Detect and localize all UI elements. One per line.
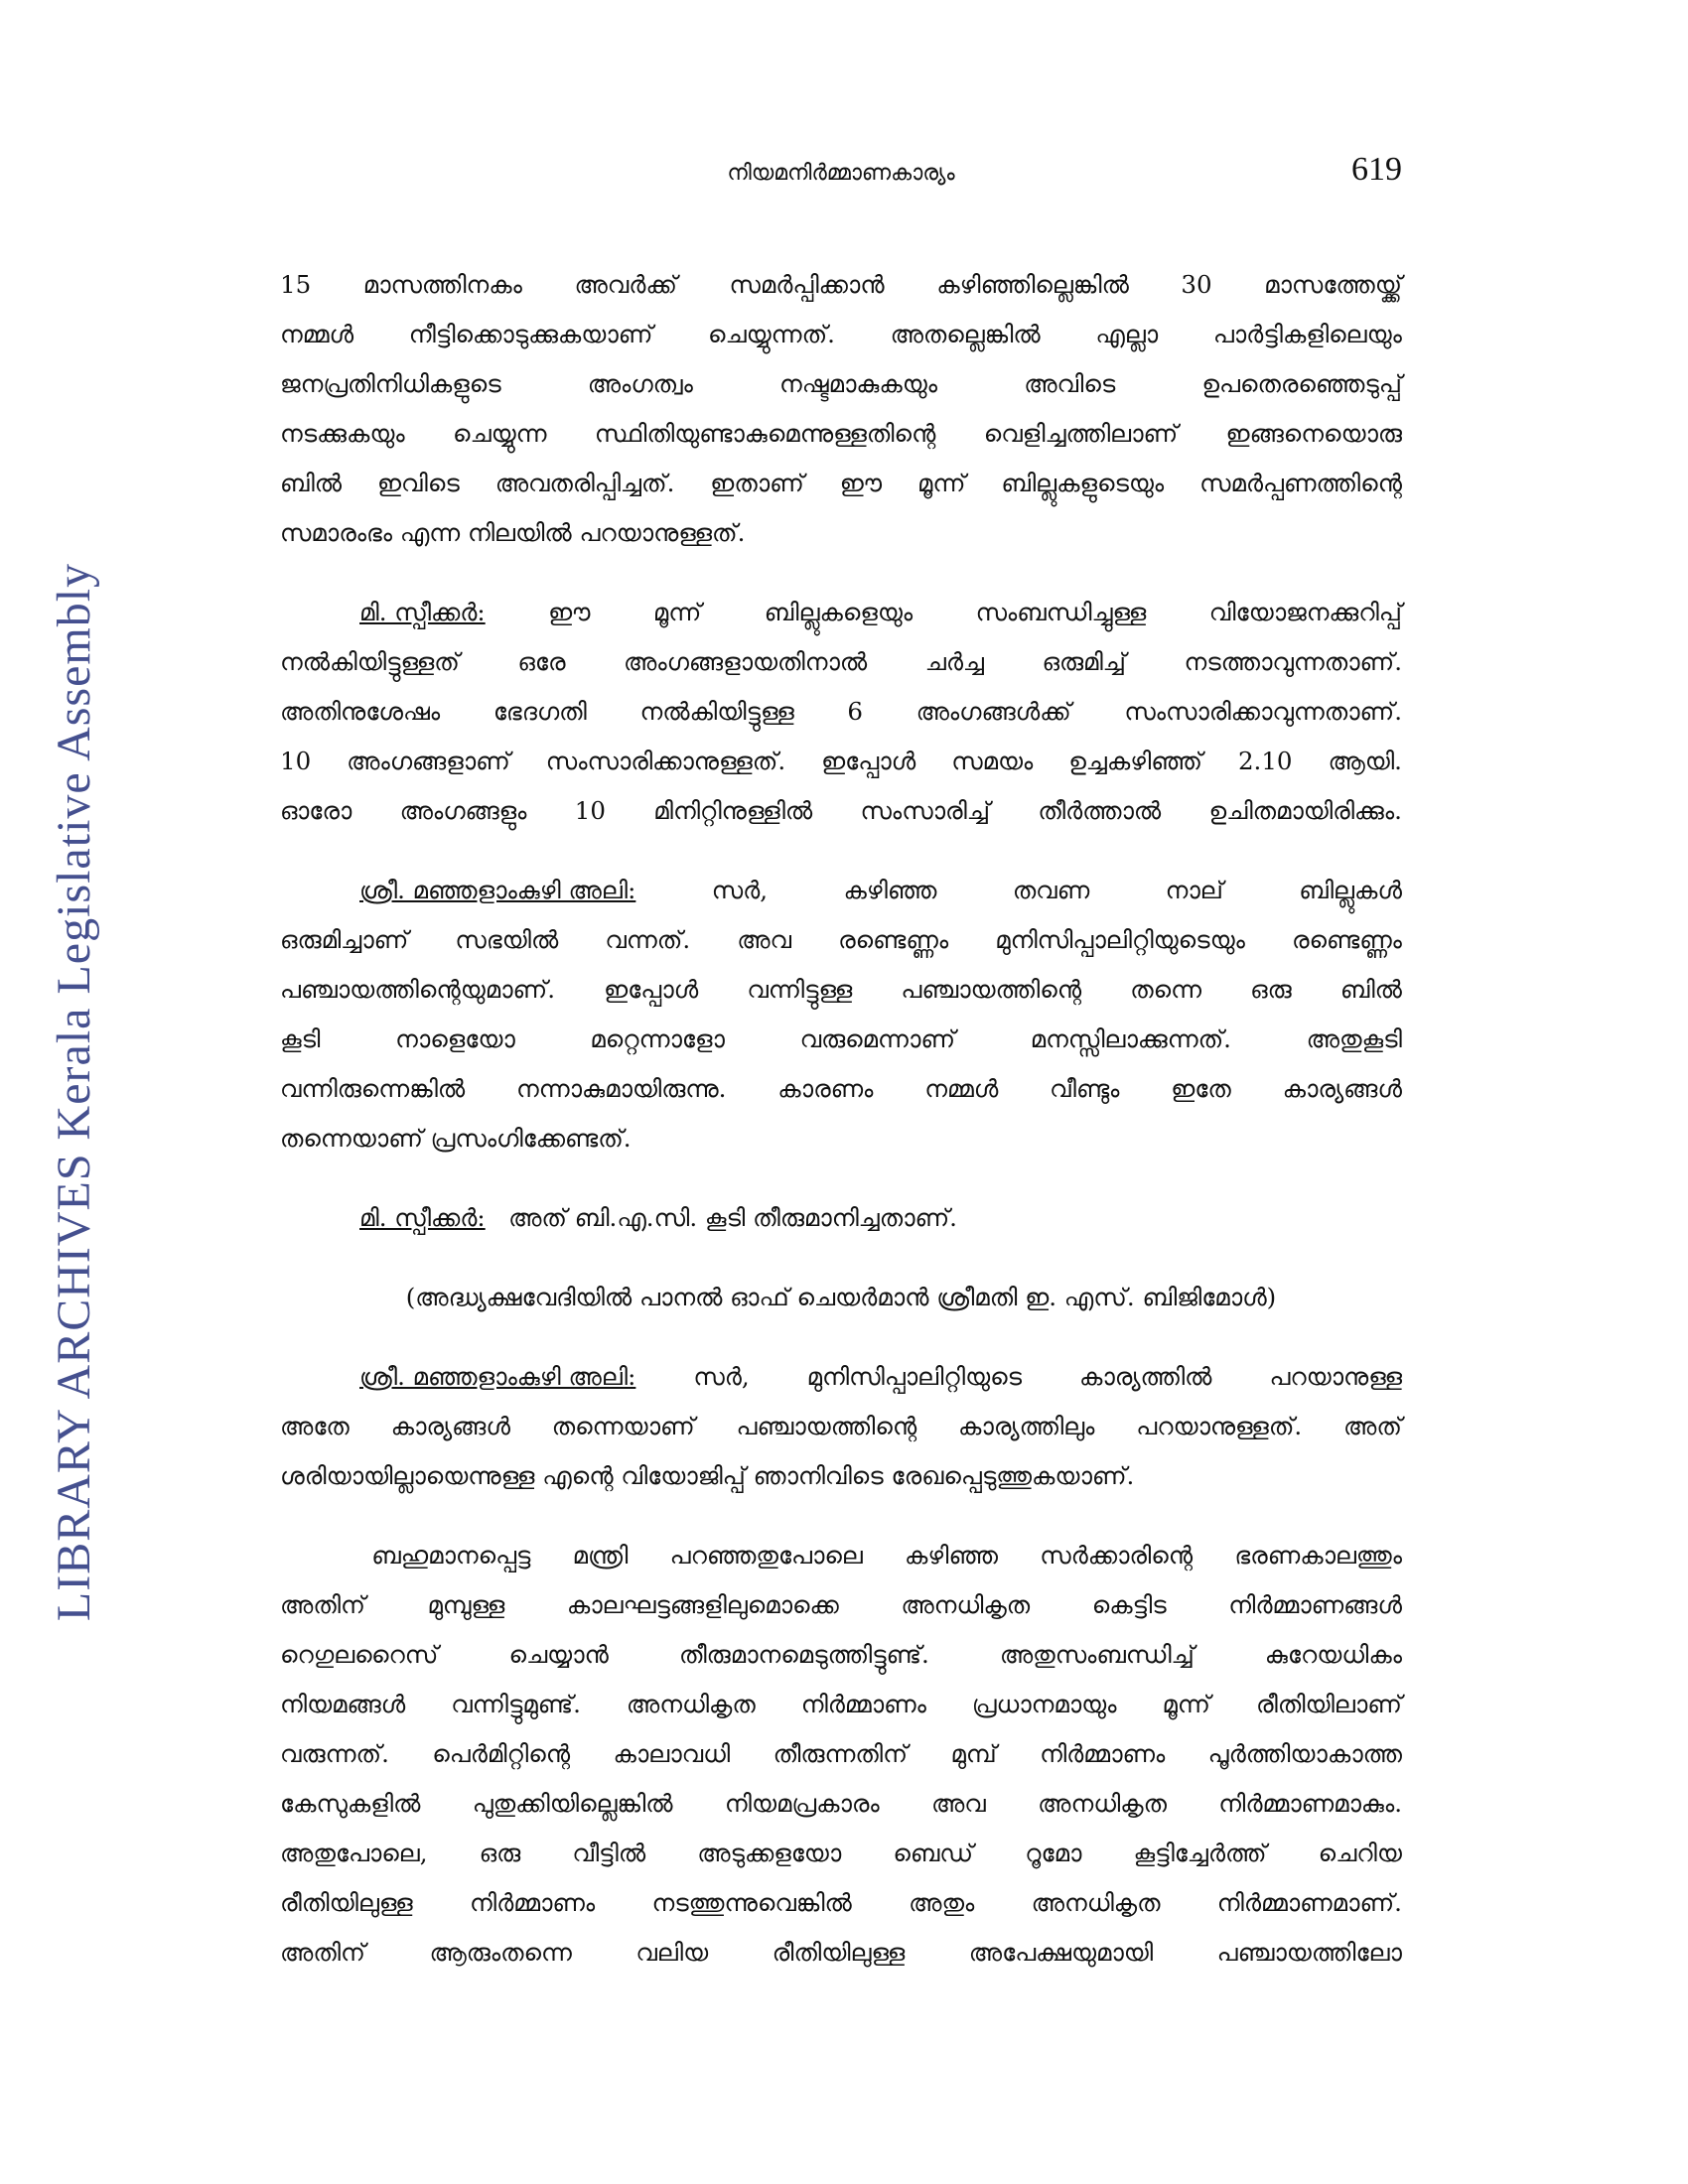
word: കഴിഞ്ഞ	[905, 1541, 998, 1570]
word: നൽകിയിട്ടുള്ള	[639, 697, 794, 726]
word: അതിനുശേഷം	[280, 697, 441, 726]
word: മന്ത്രി	[572, 1541, 629, 1570]
word: വരുമെന്നാണ്	[799, 1024, 956, 1053]
word: അംഗങ്ങൾക്ക്	[915, 697, 1071, 726]
text-line	[280, 409, 1402, 459]
word: കഴിഞ്ഞ	[843, 876, 937, 904]
word: ഉപതെരഞ്ഞെടുപ്പ്	[1201, 369, 1402, 398]
text-line	[280, 459, 1402, 508]
word: സ്ഥിതിയുണ്ടാകുമെന്നുള്ളതിന്റെ	[594, 419, 936, 448]
word: തന്നെയാണ്	[551, 1412, 695, 1440]
word: സംബന്ധിച്ചുള്ള	[975, 598, 1147, 626]
text-line	[280, 637, 1402, 687]
word: അതിന്	[280, 1590, 365, 1619]
word: പഞ്ചായത്തിന്റെ	[736, 1412, 917, 1440]
word: കാര്യങ്ങൾ	[390, 1412, 510, 1440]
word: അതല്ലെങ്കിൽ	[890, 320, 1041, 348]
word: അതും	[909, 1888, 975, 1917]
word: ബിൽ	[1339, 975, 1402, 1004]
text-line	[280, 1064, 1402, 1114]
word: അതുപോലെ,	[280, 1839, 428, 1867]
paragraph-7	[280, 1531, 1402, 1978]
word: ചർച്ച	[924, 647, 984, 676]
text-line	[280, 359, 1402, 409]
word: പെർമിറ്റിന്റെ	[432, 1739, 571, 1768]
word: നിർമ്മാണമാകും.	[1218, 1789, 1402, 1818]
word: ഒരുമിച്ചാണ്	[280, 925, 409, 954]
word: ഇവിടെ	[377, 469, 460, 497]
word: നിർമ്മാണം	[1040, 1739, 1166, 1768]
text-line	[280, 1352, 1402, 1402]
word: നിർമ്മാണമാണ്.	[1216, 1888, 1402, 1917]
word: വന്നിട്ടുമുണ്ട്.	[451, 1690, 581, 1718]
word: അവ	[737, 925, 792, 954]
word: കൂട്ടിച്ചേർത്ത്	[1133, 1839, 1267, 1867]
word: ചെയ്യുന്ന	[453, 419, 547, 448]
word: ഇതാണ്	[710, 469, 804, 497]
word: റെഗുലറൈസ്	[280, 1640, 439, 1669]
word: ഇതേ	[1171, 1074, 1231, 1103]
text-line	[280, 1729, 1402, 1779]
word: ഈ	[839, 469, 883, 497]
text-line	[280, 915, 1402, 965]
word: 30	[1181, 270, 1212, 299]
text-line	[280, 588, 1402, 637]
chair-note	[280, 1273, 1402, 1322]
word: കാര്യത്തിൽ	[1079, 1362, 1212, 1391]
word: ഒരു	[479, 1839, 521, 1867]
word: ബഹുമാനപ്പെട്ട	[371, 1541, 531, 1570]
statement-text: അത് ബി.എ.സി. കൂടി തീരുമാനിച്ചതാണ്.	[508, 1203, 957, 1232]
text-line	[280, 1630, 1402, 1680]
word: മാസത്തിനകം	[362, 270, 522, 299]
word: ഉചിതമായിരിക്കും.	[1208, 796, 1402, 825]
word: കുറേയധികം	[1264, 1640, 1402, 1669]
text-line	[280, 1680, 1402, 1729]
word: ഓരോ	[280, 796, 352, 825]
word: നിർമ്മാണം	[470, 1888, 596, 1917]
word: നമ്മൾ	[924, 1074, 999, 1103]
word: നൽകിയിട്ടുള്ളത്	[280, 647, 460, 676]
text-line	[280, 1779, 1402, 1829]
word: അതിന്	[280, 1938, 365, 1967]
page-body	[280, 260, 1402, 1978]
word: സമർപ്പണത്തിന്റെ	[1199, 469, 1402, 497]
word: നിയമപ്രകാരം	[724, 1789, 880, 1818]
word: രണ്ടെണ്ണം	[838, 925, 949, 954]
word: കാലഘട്ടങ്ങളിലുമൊക്കെ	[566, 1590, 839, 1619]
word: 15	[280, 270, 312, 299]
word: വന്നിരുന്നെങ്കിൽ	[280, 1074, 466, 1103]
word: രീതിയിലാണ്	[1255, 1690, 1402, 1718]
word: കാര്യങ്ങൾ	[1282, 1074, 1402, 1103]
page-number: 619	[1351, 151, 1402, 188]
word: 10	[280, 747, 312, 775]
text-line	[280, 1531, 1402, 1580]
word: സമയം	[951, 747, 1034, 775]
word: നമ്മൾ	[280, 320, 354, 348]
word: തീരുന്നതിന്	[773, 1739, 909, 1768]
text-line	[280, 310, 1402, 359]
word: പൂർത്തിയാകാത്ത	[1207, 1739, 1402, 1768]
word: സംസാരിക്കാവുന്നതാണ്.	[1124, 697, 1402, 726]
word: കാര്യത്തിലും	[958, 1412, 1095, 1440]
word: ബെഡ്	[893, 1839, 974, 1867]
text-line	[280, 1878, 1402, 1928]
word: വീട്ടിൽ	[572, 1839, 646, 1867]
word: വിയോജനക്കുറിപ്പ്	[1208, 598, 1402, 626]
word: ചെയ്യാൻ	[508, 1640, 609, 1669]
speaker-name: മി. സ്പീക്കർ:	[359, 598, 486, 626]
word: ബില്ലുകളെയും	[764, 598, 914, 626]
word: കാരണം	[777, 1074, 874, 1103]
word: 10	[574, 796, 606, 825]
paragraph-member-statement	[280, 866, 1402, 1163]
word: ആയി.	[1328, 747, 1402, 775]
text-line	[280, 965, 1402, 1015]
word: വന്നത്.	[605, 925, 691, 954]
word: ഇപ്പോൾ	[821, 747, 916, 775]
word: നാളെയോ	[395, 1024, 515, 1053]
word: നിർമ്മാണങ്ങൾ	[1228, 1590, 1402, 1619]
text-line	[280, 737, 1402, 786]
word: അതേ	[280, 1412, 350, 1440]
word: തീർത്താൽ	[1038, 796, 1162, 825]
word: വീണ്ടും	[1050, 1074, 1120, 1103]
text-line	[280, 1829, 1402, 1878]
word: രീതിയിലുള്ള	[280, 1888, 413, 1917]
word: പറയാനുള്ളത്.	[1136, 1412, 1303, 1440]
text-line	[280, 786, 1402, 836]
text-line	[280, 1402, 1402, 1451]
word: സംസാരിക്കാനുള്ളത്.	[545, 747, 786, 775]
word: നീട്ടിക്കൊടുക്കുകയാണ്	[408, 320, 653, 348]
text-line	[280, 1580, 1402, 1630]
word: പുതുക്കിയില്ലെങ്കിൽ	[472, 1789, 673, 1818]
word: അതുകൂടി	[1306, 1024, 1402, 1053]
word: ഭേദഗതി	[492, 697, 587, 726]
word: അപേക്ഷയുമായി	[968, 1938, 1154, 1967]
text-line	[280, 260, 1402, 310]
word: 2.10	[1237, 747, 1293, 775]
word: വെളിച്ചത്തിലാണ്	[983, 419, 1179, 448]
word: ചെറിയ	[1318, 1839, 1402, 1867]
word: ഭരണകാലത്തും	[1234, 1541, 1402, 1570]
word: പറയാനുള്ള	[1269, 1362, 1402, 1391]
paragraph-speaker-reply	[280, 1193, 1402, 1243]
word: ബിൽ	[280, 469, 343, 497]
word: ഒരുമിച്ച്	[1042, 647, 1126, 676]
word: അനധികൃത	[626, 1690, 756, 1718]
word: സമർപ്പിക്കാൻ	[729, 270, 885, 299]
text-line	[280, 1928, 1402, 1978]
word: അവതരിപ്പിച്ചത്.	[494, 469, 675, 497]
paragraph-1	[280, 260, 1402, 558]
word: നന്നാകുമായിരുന്നു.	[516, 1074, 727, 1103]
word: അംഗങ്ങളാണ്	[347, 747, 510, 775]
speaker-name: ശ്രീ. മഞ്ഞളാംകുഴി അലി:	[359, 1362, 636, 1391]
word: ഇങ്ങനെയൊരു	[1225, 419, 1402, 448]
speaker-name: മി. സ്പീക്കർ:	[359, 1203, 486, 1232]
word: വന്നിട്ടുള്ള	[747, 975, 853, 1004]
word: മാസത്തേയ്ക്ക്	[1264, 270, 1402, 299]
page-header	[280, 151, 1402, 201]
word: ആരുംതന്നെ	[429, 1938, 572, 1967]
word: നടക്കുകയും	[280, 419, 405, 448]
word: മുനിസിപ്പാലിറ്റിയുടെയും	[995, 925, 1245, 954]
word: കെട്ടിട	[1091, 1590, 1167, 1619]
word: പ്രധാനമായും	[971, 1690, 1117, 1718]
text-line	[280, 1193, 1402, 1243]
word: മിനിറ്റിനുള്ളിൽ	[653, 796, 813, 825]
speaker-name: ശ്രീ. മഞ്ഞളാംകുഴി അലി:	[359, 876, 636, 904]
word: അവ	[930, 1789, 986, 1818]
word: നഷ്ടമാകുകയും	[778, 369, 938, 398]
word: രീതിയിലുള്ള	[772, 1938, 906, 1967]
text-line: സമാരംഭം എന്ന നിലയിൽ പറയാനുള്ളത്.	[280, 518, 746, 547]
word: പഞ്ചായത്തിലോ	[1216, 1938, 1402, 1967]
word: രണ്ടെണ്ണം	[1291, 925, 1402, 954]
text-line: തന്നെയാണ് പ്രസംഗിക്കേണ്ടത്.	[280, 1124, 632, 1153]
word: പഞ്ചായത്തിന്റെയുമാണ്.	[280, 975, 555, 1004]
word: പറഞ്ഞതുപോലെ	[669, 1541, 863, 1570]
paragraph-member-objection	[280, 1352, 1402, 1501]
word: അംഗത്വം	[587, 369, 693, 398]
word: മുനിസിപ്പാലിറ്റിയുടെ	[806, 1362, 1023, 1391]
word: ജനപ്രതിനിധികളുടെ	[280, 369, 501, 398]
word: ബില്ലുകളുടെയും	[1001, 469, 1165, 497]
text-line	[280, 1015, 1402, 1064]
word: മുമ്പ്	[950, 1739, 997, 1768]
word: നടത്താവുന്നതാണ്.	[1184, 647, 1402, 676]
word: അനധികൃത	[1031, 1888, 1161, 1917]
word: സർ,	[711, 876, 769, 904]
word: തീരുമാനമെടുത്തിട്ടുണ്ട്.	[678, 1640, 929, 1669]
word: പാർട്ടികളിലെയും	[1212, 320, 1402, 348]
word: കൂടി	[280, 1024, 321, 1053]
text-line	[280, 866, 1402, 915]
word: അനധികൃത	[1038, 1789, 1167, 1818]
word: ഒരു	[1250, 975, 1292, 1004]
word: മുമ്പുള്ള	[427, 1590, 505, 1619]
word: സർക്കാരിന്റെ	[1040, 1541, 1194, 1570]
word: കാലാവധി	[613, 1739, 731, 1768]
text-line	[280, 687, 1402, 737]
word: മനസ്സിലാക്കുന്നത്.	[1030, 1024, 1231, 1053]
word: അംഗങ്ങളായതിനാൽ	[624, 647, 868, 676]
word: വലിയ	[635, 1938, 709, 1967]
word: അതുസംബന്ധിച്ച്	[999, 1640, 1195, 1669]
word: തവണ	[1012, 876, 1090, 904]
word: അവിടെ	[1024, 369, 1116, 398]
word: അത്	[1343, 1412, 1402, 1440]
word: മൂന്ന്	[916, 469, 966, 497]
library-archives-watermark: LIBRARY ARCHIVES Kerala Legislative Assembly	[47, 562, 100, 1622]
word: വരുന്നത്.	[280, 1739, 389, 1768]
word: സംസാരിച്ച്	[860, 796, 991, 825]
word: തന്നെ	[1130, 975, 1201, 1004]
word: കേസുകളിൽ	[280, 1789, 421, 1818]
word: ഒരേ	[517, 647, 566, 676]
chair-note-text: (അദ്ധ്യക്ഷവേദിയിൽ പാനൽ ഓഫ് ചെയർമാൻ ശ്രീമതി ഇ. എസ്. ബിജിമോൾ)	[405, 1283, 1277, 1311]
word: ബില്ലുകൾ	[1299, 876, 1402, 904]
word: അംഗങ്ങളും	[399, 796, 527, 825]
word: നിർമ്മാണം	[800, 1690, 926, 1718]
word: ഉച്ചകഴിഞ്ഞ്	[1068, 747, 1202, 775]
word: മൂന്ന്	[1162, 1690, 1210, 1718]
word: ഇപ്പോൾ	[604, 975, 699, 1004]
running-title: നിയമനിർമ്മാണകാര്യം	[727, 161, 955, 186]
word: നടത്തുന്നുവെങ്കിൽ	[651, 1888, 852, 1917]
word: നാല്	[1165, 876, 1223, 904]
word: എല്ലാ	[1095, 320, 1159, 348]
paragraph-speaker-statement	[280, 588, 1402, 836]
word: റൂമോ	[1025, 1839, 1082, 1867]
text-line: ശരിയായില്ലായെന്നുള്ള എന്റെ വിയോജിപ്പ് ഞാനിവിടെ രേഖപ്പെടുത്തുകയാണ്.	[280, 1461, 1135, 1490]
word: അടുക്കളയോ	[697, 1839, 842, 1867]
word: കഴിഞ്ഞില്ലെങ്കിൽ	[936, 270, 1129, 299]
word: അനധികൃത	[901, 1590, 1031, 1619]
word: സഭയിൽ	[455, 925, 559, 954]
word: സർ,	[693, 1362, 750, 1391]
word: ഈ	[548, 598, 591, 626]
word: 6	[847, 697, 863, 726]
word: പഞ്ചായത്തിന്റെ	[901, 975, 1082, 1004]
word: ചെയ്യുന്നത്.	[708, 320, 835, 348]
word: നിയമങ്ങൾ	[280, 1690, 406, 1718]
word: അവർക്ക്	[574, 270, 677, 299]
word: മറ്റെന്നാളോ	[590, 1024, 725, 1053]
word: മൂന്ന്	[652, 598, 702, 626]
